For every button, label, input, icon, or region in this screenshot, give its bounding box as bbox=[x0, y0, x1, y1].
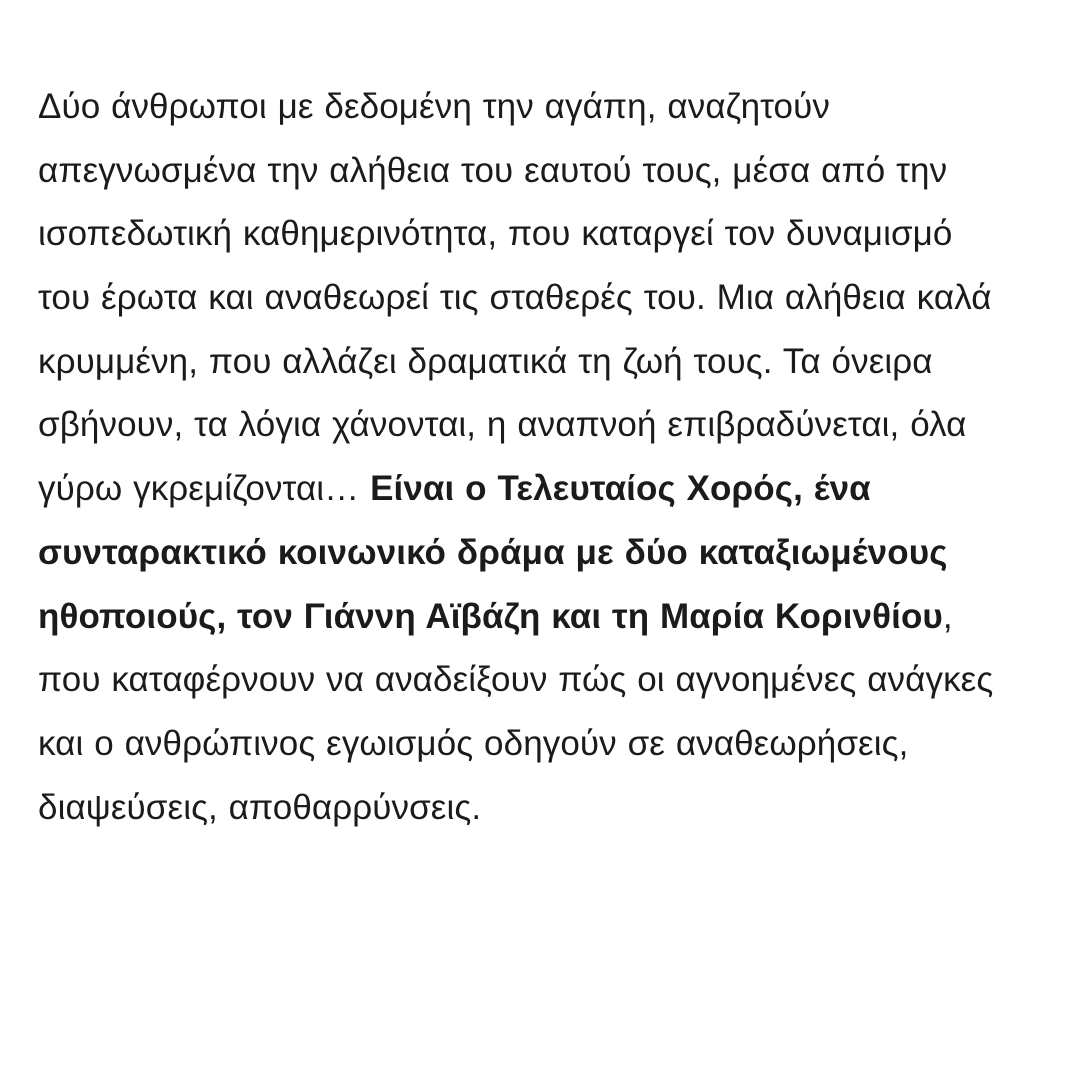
description-paragraph bbox=[38, 75, 1010, 839]
paragraph-segment-intro: Δύο άνθρωποι με δεδομένη την αγάπη, αναζητούν απεγνωσμένα την αλήθεια του εαυτού τους, μέσα από την ισοπεδωτική καθημερινότητα, που καταργεί τον δυναμισμό του έρωτα και αναθεωρεί τις σταθερές του. Μια αλήθεια καλά κρυμμένη, που αλλάζει δραματικά τη ζωή τους. Τα όνειρα σβήνουν, τα λόγια χάνονται, η αναπνοή επιβραδύνεται, όλα γύρω γκρεμίζονται… bbox=[38, 87, 992, 509]
paragraph-segment-highlight: Είναι ο Τελευταίος Χορός, ένα συνταρακτικό κοινωνικό δράμα με δύο καταξιωμένους ηθοποιούς, τον Γιάννη Αϊβάζη και τη Μαρία Κορινθίου bbox=[38, 469, 948, 636]
paragraph-segment-outro: , που καταφέρνουν να αναδείξουν πώς οι αγνοημένες ανάγκες και ο ανθρώπινος εγωισμός οδηγούν σε αναθεωρήσεις, διαψεύσεις, αποθαρρύνσεις. bbox=[38, 596, 994, 827]
